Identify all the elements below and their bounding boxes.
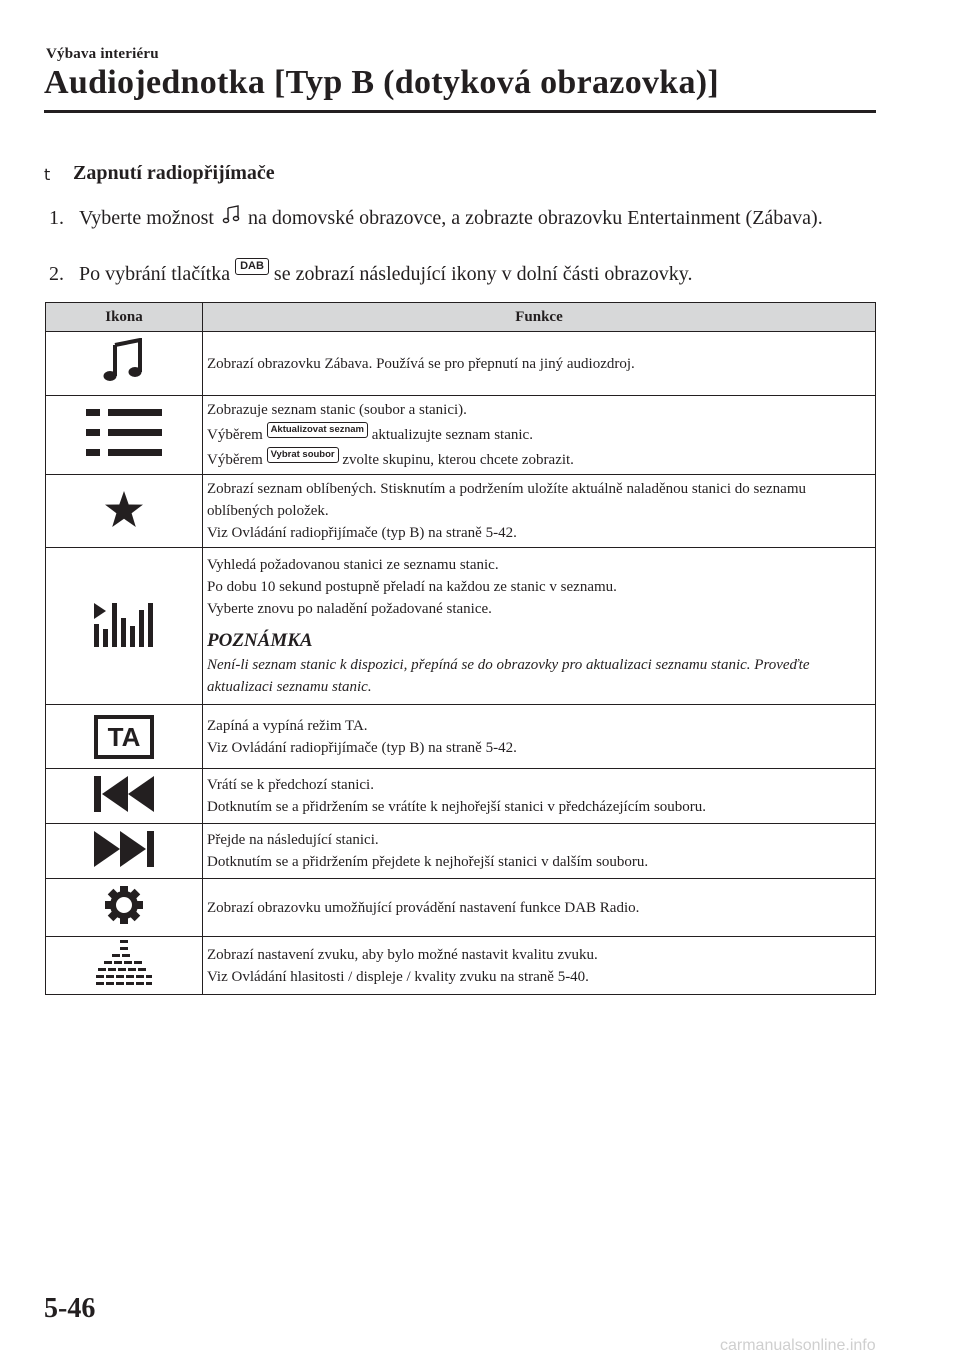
subsection-heading: Zapnutí radiopřijímače — [73, 162, 275, 184]
column-header-icon: Ikona — [46, 303, 203, 332]
icon-cell — [46, 937, 203, 995]
step-text: se zobrazí následující ikony v dolní části obrazovky. — [273, 263, 693, 285]
table-row — [46, 824, 876, 879]
icon-cell — [46, 396, 203, 475]
table-row — [46, 879, 876, 937]
scan-icon — [93, 600, 155, 648]
icon-cell — [46, 879, 203, 937]
note-heading: POZNÁMKA — [207, 630, 313, 651]
function-text: Výběrem — [207, 452, 263, 468]
function-text: Přejde na následující stanici. — [207, 832, 379, 848]
function-text: aktualizujte seznam stanic. — [371, 427, 533, 443]
function-text: Vyhledá požadovanou stanici ze seznamu stanic. — [207, 557, 499, 573]
ta-icon: TA — [94, 715, 154, 759]
function-text: Viz Ovládání radiopřijímače (typ B) na straně 5-42. — [207, 739, 517, 756]
function-text: Zobrazí seznam oblíbených. Stisknutím a podržením uložíte aktuálně naladěnou stanici do seznamu oblíbených položek. — [207, 481, 806, 519]
music-note-icon — [102, 338, 146, 384]
table-row — [46, 396, 876, 475]
function-text: Zobrazí nastavení zvuku, aby bylo možné nastavit kvalitu zvuku. — [207, 946, 598, 963]
next-track-icon — [92, 829, 156, 869]
dab-button-label: DAB — [235, 258, 269, 275]
update-list-button-label: Aktualizovat seznam — [267, 422, 368, 438]
function-cell — [203, 396, 876, 475]
gear-icon — [104, 885, 144, 925]
table-row — [46, 705, 876, 769]
function-cell — [203, 475, 876, 548]
step-text: Vyberte možnost — [79, 207, 214, 229]
icon-cell — [46, 475, 203, 548]
table-row — [46, 769, 876, 824]
step-number: 1. — [49, 207, 64, 229]
section-label: Výbava interiéru — [46, 46, 159, 62]
function-text: Zobrazí obrazovku Zábava. Používá se pro přepnutí na jiný audiozdroj. — [207, 355, 635, 372]
sound-settings-icon — [96, 939, 152, 987]
table-row — [46, 332, 876, 396]
icon-cell — [46, 769, 203, 824]
function-text: zvolte skupinu, kterou chcete zobrazit. — [342, 452, 574, 468]
list-icon — [86, 407, 162, 459]
function-text: Viz Ovládání hlasitosti / displeje / kvality zvuku na straně 5-40. — [207, 968, 589, 985]
function-text: Výběrem — [207, 427, 263, 443]
function-text: Vyberte znovu po naladění požadované stanice. — [207, 601, 492, 617]
column-header-function: Funkce — [203, 303, 876, 332]
star-icon — [104, 490, 144, 528]
function-text: Zobrazuje seznam stanic (soubor a stanici). — [207, 402, 467, 418]
subsection-marker: t — [44, 165, 51, 184]
function-text: Zobrazí obrazovku umožňující provádění nastavení funkce DAB Radio. — [207, 899, 640, 916]
table-row — [46, 937, 876, 995]
table-row — [46, 548, 876, 705]
select-file-button-label: Vybrat soubor — [267, 447, 339, 463]
note-text: Není-li seznam stanic k dispozici, přepíná se do obrazovky pro aktualizaci seznamu stanic. Proveďte aktualizaci seznamu stanic. — [207, 657, 810, 695]
icon-cell — [46, 705, 203, 769]
step-text: Po vybrání tlačítka — [79, 263, 231, 285]
function-cell — [203, 332, 876, 396]
title-divider — [44, 110, 876, 113]
function-cell — [203, 548, 876, 705]
page-title: Audiojednotka [Typ B (dotyková obrazovka)] — [44, 64, 720, 101]
icon-cell — [46, 332, 203, 396]
function-text: Dotknutím se a přidržením přejdete k nejhořejší stanici v dalším souboru. — [207, 854, 649, 870]
table-row — [46, 475, 876, 548]
music-note-icon — [221, 204, 241, 226]
function-text: Zapíná a vypíná režim TA. — [207, 717, 368, 734]
icon-cell — [46, 824, 203, 879]
icon-cell — [46, 548, 203, 705]
function-cell — [203, 824, 876, 879]
function-cell — [203, 769, 876, 824]
step-number: 2. — [49, 263, 64, 285]
page-number: 5-46 — [44, 1293, 96, 1324]
function-cell — [203, 879, 876, 937]
icon-function-table — [45, 302, 876, 995]
function-cell — [203, 937, 876, 995]
function-text: Viz Ovládání radiopřijímače (typ B) na straně 5-42. — [207, 525, 517, 541]
function-cell — [203, 705, 876, 769]
watermark: carmanualsonline.info — [720, 1337, 876, 1354]
function-text: Vrátí se k předchozí stanici. — [207, 777, 374, 793]
step-text: na domovské obrazovce, a zobrazte obrazovku Entertainment (Zábava). — [247, 207, 823, 229]
function-text: Po dobu 10 sekund postupně přeladí na každou ze stanic v seznamu. — [207, 579, 617, 595]
previous-track-icon — [92, 774, 156, 814]
function-text: Dotknutím se a přidržením se vrátíte k nejhořejší stanici v předcházejícím souboru. — [207, 799, 707, 815]
